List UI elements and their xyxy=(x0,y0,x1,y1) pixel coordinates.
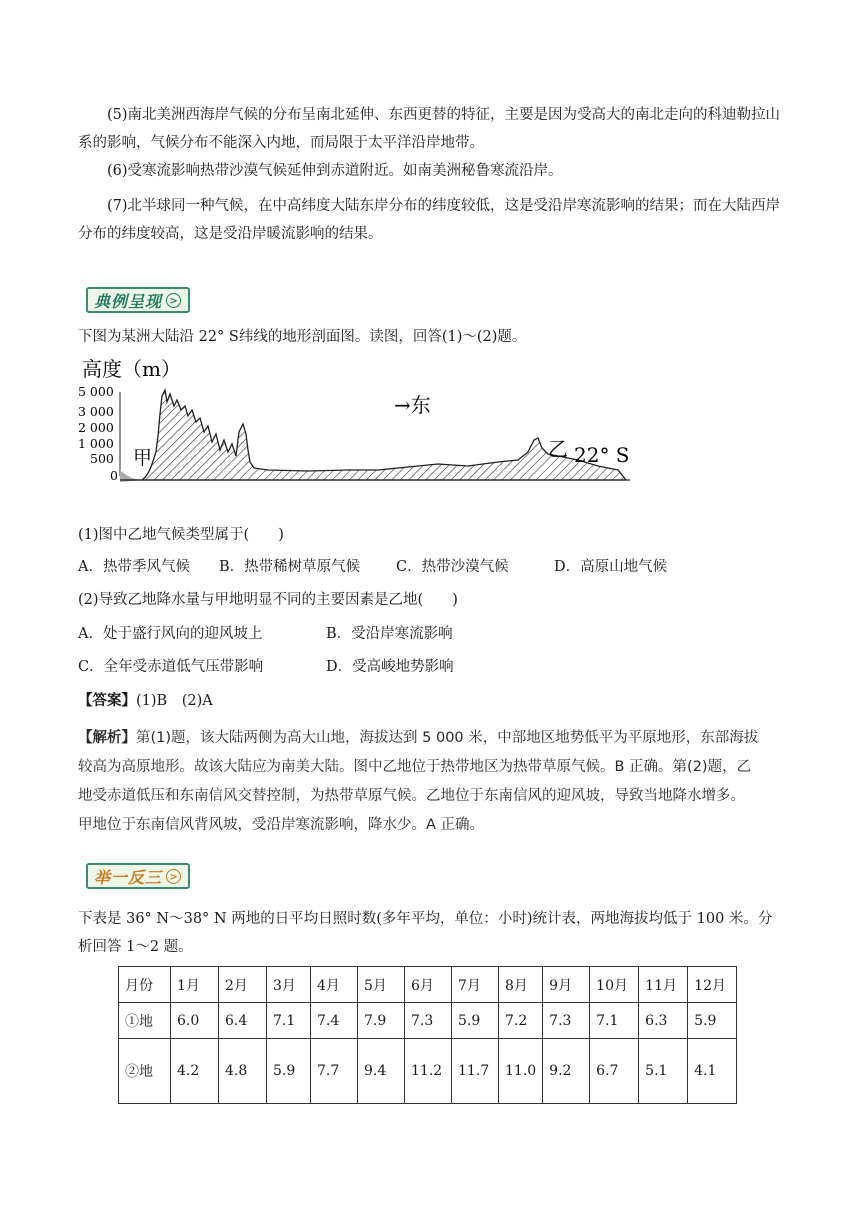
paragraph-7: (7)北半球同一种气候，在中高纬度大陆东岸分布的纬度较低，这是受沿岸寒流影响的结果；而在大陆西岸分布的纬度较高，这是受沿岸暖流影响的结果。 xyxy=(78,198,781,242)
q2-option-d: D．受高峻地势影响 xyxy=(326,659,454,675)
direction-label: →东 xyxy=(394,393,431,417)
table-cell: 7.9 xyxy=(358,1003,405,1039)
table-header-cell: 3月 xyxy=(267,967,311,1003)
label-yi: 乙 xyxy=(548,437,568,461)
answer-label: 【答案】 xyxy=(78,692,136,709)
practice-badge xyxy=(86,863,190,889)
profile-tick: 5 000 xyxy=(78,384,114,399)
paragraph-6: (6)受寒流影响热带沙漠气候延伸到赤道附近。如南美洲秘鲁寒流沿岸。 xyxy=(107,163,563,179)
table-cell: ①地 xyxy=(119,1003,171,1039)
q1-option-c: C．热带沙漠气候 xyxy=(396,559,509,575)
analysis-line xyxy=(78,724,798,753)
table-intro: 下表是 36° N～38° N 两地的日平均日照时数(多年平均，单位：小时)统计表，两地海拔均低于 100 米。分析回答 1～2 题。 xyxy=(78,911,773,955)
profile-tick: 3 000 xyxy=(78,404,114,419)
table-header-cell: 6月 xyxy=(405,967,452,1003)
table-cell: 7.4 xyxy=(311,1003,358,1039)
analysis-line: 较高为高原地形。故该大陆应为南美大陆。图中乙地位于热带地区为热带草原气候。B 正确。第(2)题，乙 xyxy=(78,759,752,775)
paragraph-5: (5)南北美洲西海岸气候的分布呈南北延伸、东西更替的特征，主要是因为受高大的南北走向的科迪勒拉山系的影响，气候分布不能深入内地，而局限于太平洋沿岸地带。 xyxy=(78,107,781,151)
table-row xyxy=(119,1003,737,1039)
table-cell: 11.7 xyxy=(452,1039,499,1104)
q2-option-c: C．全年受赤道低气压带影响 xyxy=(78,659,264,675)
table-header-cell: 9月 xyxy=(543,967,590,1003)
table-cell: 9.2 xyxy=(543,1039,590,1104)
profile-tick: 1 000 xyxy=(78,436,114,451)
q1-stem: (1)图中乙地气候类型属于( ) xyxy=(78,527,284,543)
analysis-label: 【解析】 xyxy=(78,730,136,746)
table-cell: 4.1 xyxy=(688,1039,737,1104)
analysis-line: 地受赤道低压和东南信风交替控制，为热带草原气候。乙地位于东南信风的迎风坡，导致当地降水增多。 xyxy=(78,788,745,804)
table-row xyxy=(119,1039,737,1104)
practice-badge-label: 举一反三 xyxy=(94,867,163,887)
answer xyxy=(78,690,213,712)
analysis-line: 甲地位于东南信风背风坡，受沿岸寒流影响，降水少。A 正确。 xyxy=(78,817,485,833)
table-header-cell: 4月 xyxy=(311,967,358,1003)
table-cell: 7.1 xyxy=(267,1003,311,1039)
table-cell: ②地 xyxy=(119,1039,171,1104)
table-cell: 6.3 xyxy=(639,1003,688,1039)
table-header-cell: 2月 xyxy=(219,967,267,1003)
terrain-profile-figure xyxy=(78,352,638,490)
table-cell: 7.3 xyxy=(405,1003,452,1039)
table-cell: 6.0 xyxy=(171,1003,219,1039)
profile-tick: 500 xyxy=(90,451,114,466)
table-cell: 11.2 xyxy=(405,1039,452,1104)
table-cell: 4.8 xyxy=(219,1039,267,1104)
table-cell: 5.9 xyxy=(267,1039,311,1104)
chevron-right-icon: > xyxy=(166,293,181,308)
example-badge xyxy=(86,287,190,313)
question-intro: 下图为某洲大陆沿 22° S纬线的地形剖面图。读图，回答(1)～(2)题。 xyxy=(78,329,527,345)
q2-stem: (2)导致乙地降水量与甲地明显不同的主要因素是乙地( ) xyxy=(78,592,458,608)
table-header-cell: 7月 xyxy=(452,967,499,1003)
table-cell: 7.7 xyxy=(311,1039,358,1104)
table-cell: 5.1 xyxy=(639,1039,688,1104)
q1-option-d: D．高原山地气候 xyxy=(554,559,668,575)
latitude-label: 22° S xyxy=(574,443,630,467)
sunshine-table xyxy=(118,966,737,1104)
table-header-cell: 8月 xyxy=(499,967,543,1003)
answer-text: (1)B (2)A xyxy=(136,693,213,709)
table-cell: 7.2 xyxy=(499,1003,543,1039)
table-header-cell: 10月 xyxy=(590,967,639,1003)
table-header-cell: 11月 xyxy=(639,967,688,1003)
q2-option-b: B．受沿岸寒流影响 xyxy=(326,626,453,642)
profile-tick: 0 xyxy=(110,468,118,483)
table-header-cell: 5月 xyxy=(358,967,405,1003)
example-badge-label: 典例呈现 xyxy=(94,291,163,311)
terrain-profile xyxy=(122,390,626,480)
table-cell: 9.4 xyxy=(358,1039,405,1104)
table-cell: 7.1 xyxy=(590,1003,639,1039)
chevron-right-icon: > xyxy=(166,869,181,884)
profile-tick: 2 000 xyxy=(78,420,114,435)
table-cell: 4.2 xyxy=(171,1039,219,1104)
table-header-row xyxy=(119,967,737,1003)
table-header-cell: 1月 xyxy=(171,967,219,1003)
q1-option-b: B．热带稀树草原气候 xyxy=(219,559,361,575)
table-cell: 7.3 xyxy=(543,1003,590,1039)
table-cell: 5.9 xyxy=(688,1003,737,1039)
table-cell: 5.9 xyxy=(452,1003,499,1039)
table-cell: 6.7 xyxy=(590,1039,639,1104)
q2-option-a: A．处于盛行风向的迎风坡上 xyxy=(78,626,263,642)
table-header-cell: 月份 xyxy=(119,967,171,1003)
label-jia: 甲 xyxy=(133,447,153,469)
profile-y-label: 高度（m） xyxy=(82,357,181,381)
analysis-text: 第(1)题，该大陆两侧为高大山地，海拔达到 5 000 米，中部地区地势低平为平原地形，东部海拔 xyxy=(136,730,759,746)
table-header-cell: 12月 xyxy=(688,967,737,1003)
table-cell: 11.0 xyxy=(499,1039,543,1104)
analysis-block xyxy=(78,724,798,840)
q1-option-a: A．热带季风气候 xyxy=(78,559,190,575)
table-cell: 6.4 xyxy=(219,1003,267,1039)
